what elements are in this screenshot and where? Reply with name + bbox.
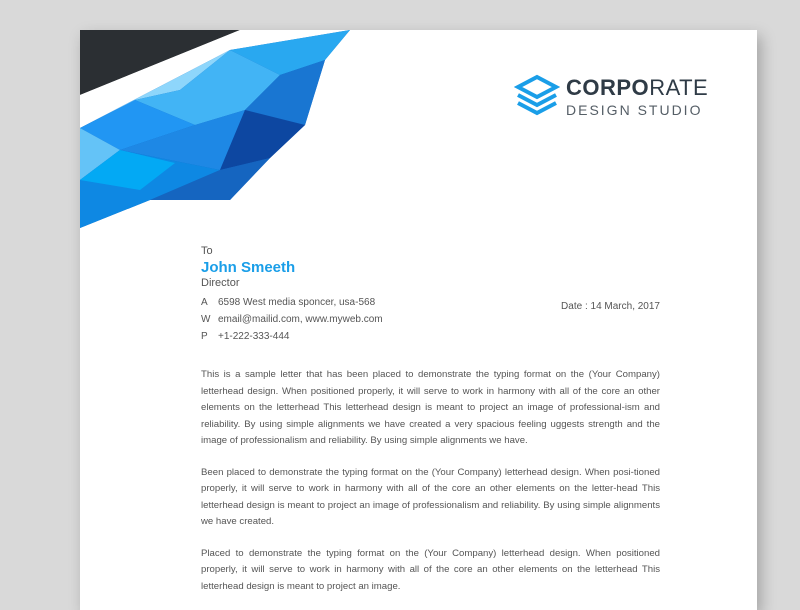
letter-body — [201, 367, 660, 610]
phone-key: P — [201, 331, 208, 342]
paragraph-2: Been placed to demonstrate the typing format on the (Your Company) letterhead design. When posi-tioned properly, it will serve to work in harmony with all of the core an other elements on the letter-head This letterhead design is meant to project an image of professionalism and reliability. By using simple alignments we have created. — [201, 466, 660, 527]
stacked-layers-icon — [514, 74, 560, 120]
web-value: email@mailid.com, www.myweb.com — [218, 314, 383, 325]
brand-logo — [514, 74, 708, 120]
brand-tagline: DESIGN STUDIO — [566, 102, 703, 118]
contact-address — [201, 294, 383, 311]
web-key: W — [201, 314, 211, 325]
address-value: 6598 West media sponcer, usa-568 — [218, 297, 376, 308]
letter-date: Date : 14 March, 2017 — [561, 301, 660, 312]
recipient-name: John Smeeth — [201, 259, 296, 276]
to-label: To — [201, 245, 213, 257]
polygon-corner-graphic — [80, 30, 355, 230]
contact-block — [201, 294, 383, 345]
phone-value: +1-222-333-444 — [218, 331, 290, 342]
paragraph-3: Placed to demonstrate the typing format on the (Your Company) letterhead design. When positioned properly, it will serve to work in harmony with all of the core an other elements on the letterhead This letterhead design is meant to project an image. — [201, 547, 660, 592]
contact-web — [201, 311, 383, 328]
contact-phone — [201, 328, 383, 345]
address-key: A — [201, 297, 208, 308]
recipient-title: Director — [201, 277, 240, 289]
letterhead-sheet — [80, 30, 757, 610]
brand-name: CORPORATE — [566, 75, 709, 100]
paragraph-1: This is a sample letter that has been placed to demonstrate the typing format on the (Your Company) letterhead design. When positioned properly, it will serve to work in harmony with all of the core an other elements on the letterhead This letterhead design is meant to project an image of professional-ism and reliability. By using simple alignments we have created a very spacious feeling uggests strength and the image of professionalism and reliability. By using simple alignments we have. — [201, 369, 660, 446]
